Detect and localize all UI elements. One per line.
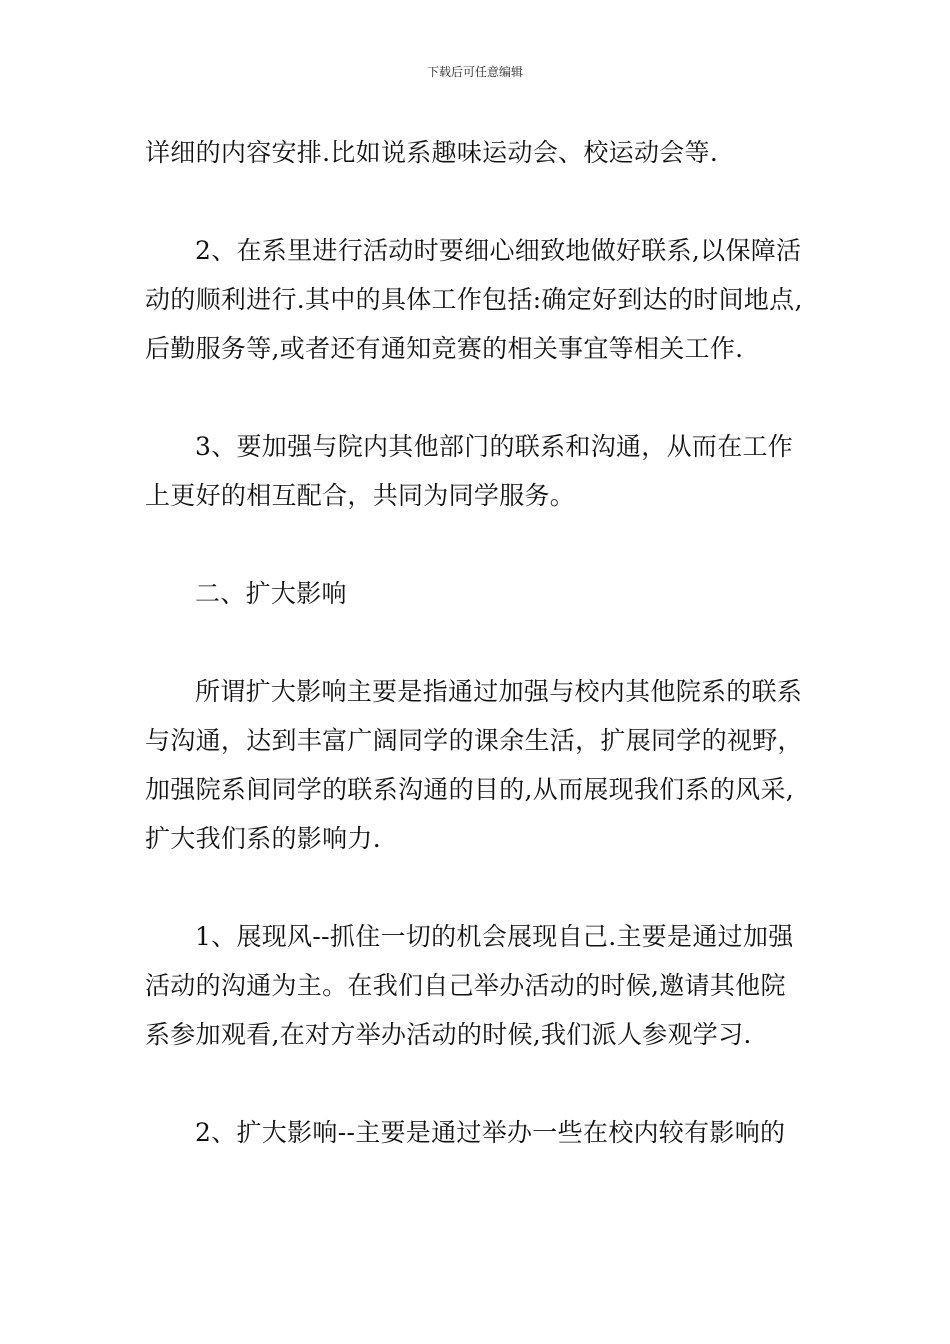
page-header: 下载后可任意编辑	[426, 65, 523, 79]
document-body	[145, 128, 810, 1157]
paragraph-item-2: 2、在系里进行活动时要细心细致地做好联系,以保障活动的顺利进行.其中的具体工作包括:确定好到达的时间地点,后勤服务等,或者还有通知竞赛的相关事宜等相关工作.	[145, 236, 803, 363]
paragraph-continuation: 详细的内容安排.比如说系趣味运动会、校运动会等.	[145, 138, 719, 167]
paragraph-item-2b: 2、扩大影响--主要是通过举办一些在校内较有影响的	[195, 1118, 786, 1147]
paragraph-intro: 所谓扩大影响主要是指通过加强与校内其他院系的联系与沟通，达到丰富广阔同学的课余生活，扩展同学的视野，加强院系间同学的联系沟通的目的,从而展现我们系的风采,扩大我们系的影响力.	[145, 677, 803, 853]
paragraph-item-3: 3、要加强与院内其他部门的联系和沟通，从而在工作上更好的相互配合，共同为同学服务。	[145, 432, 794, 510]
paragraph-item-1: 1、展现风--抓住一切的机会展现自己.主要是通过加强活动的沟通为主。在我们自己举办活动的时候,邀请其他院系参加观看,在对方举办活动的时候,我们派人参观学习.	[145, 922, 794, 1049]
section-heading: 二、扩大影响	[195, 579, 347, 608]
